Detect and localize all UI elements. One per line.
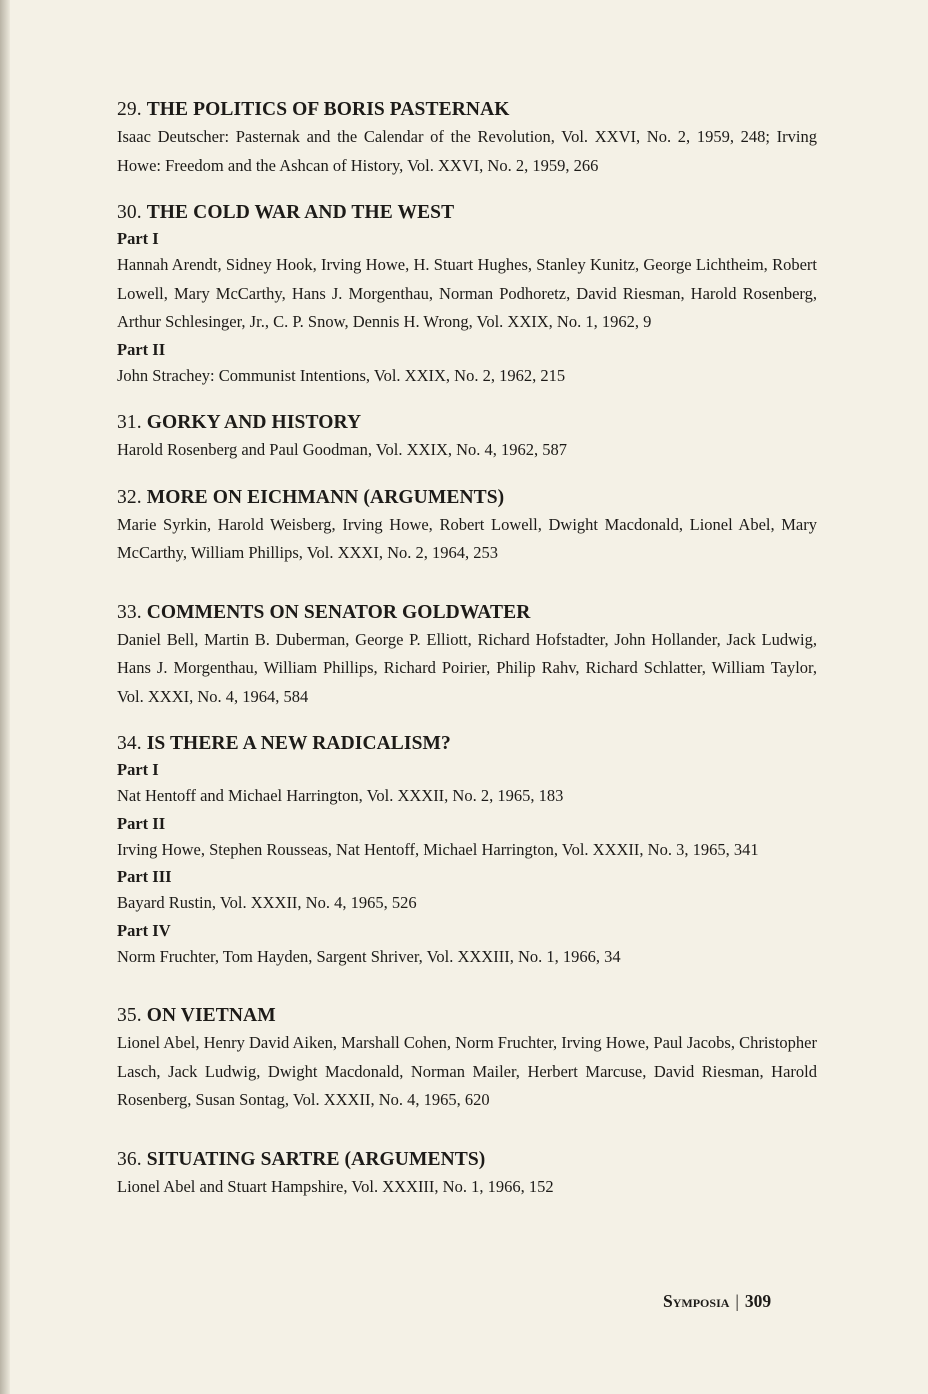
part-heading: Part III [117, 867, 172, 886]
entry-number: 34. [117, 733, 142, 754]
symposium-entry [117, 96, 817, 180]
entry-number: 32. [117, 486, 142, 508]
entry-number: 36. [117, 1148, 142, 1170]
entry-citation: Nat Hentoff and Michael Harrington, Vol. XXXII, No. 2, 1965, 183 [117, 786, 564, 805]
part-heading: Part I [117, 229, 159, 248]
entry-number: 31. [117, 412, 142, 433]
entry-title [117, 484, 817, 511]
part-heading: Part II [117, 813, 166, 833]
entry-title [117, 599, 817, 626]
page-footer [663, 1291, 771, 1312]
entry-number: 30. [117, 202, 142, 223]
entry-title-text: MORE ON EICHMANN (ARGUMENTS) [146, 486, 505, 508]
symposium-entry [117, 484, 817, 568]
entry-title [117, 409, 817, 436]
entry-citation: John Strachey: Communist Intentions, Vol. XXIX, No. 2, 1962, 215 [117, 365, 566, 385]
entry-citation: Lionel Abel, Henry David Aiken, Marshall Cohen, Norm Fruchter, Irving Howe, Paul Jacobs, Christopher Lasch, Jack Ludwig, Dwight Macdonald, Norman Mailer, Herbert Marcuse, David Riesman, Harold Rosenberg, Susan Sontag, Vol. XXXII, No. 4, 1965, 620 [117, 1033, 818, 1109]
entry-title [117, 199, 817, 226]
entry-title-text: GORKY AND HISTORY [146, 412, 362, 433]
symposium-entry [117, 1146, 817, 1202]
entry-citation: Irving Howe, Stephen Rousseas, Nat Hentoff, Michael Harrington, Vol. XXXII, No. 3, 1965, 341 [117, 839, 759, 859]
entry-citation: Norm Fruchter, Tom Hayden, Sargent Shriver, Vol. XXXIII, No. 1, 1966, 34 [117, 946, 621, 966]
entry-citation: Marie Syrkin, Harold Weisberg, Irving Howe, Robert Lowell, Dwight Macdonald, Lionel Abel, Mary McCarthy, William Phillips, Vol. XXXI, No. 2, 1964, 253 [117, 514, 817, 562]
entry-citation: Hannah Arendt, Sidney Hook, Irving Howe, H. Stuart Hughes, Stanley Kunitz, George Lichtheim, Robert Lowell, Mary McCarthy, Hans J. Morgenthau, Norman Podhoretz, David Riesman, Harold Rosenberg, Arthur Schlesinger, Jr., C. P. Snow, Dennis H. Wrong, Vol. XXIX, No. 1, 1962, 9 [117, 255, 817, 331]
entry-citation: Isaac Deutscher: Pasternak and the Calendar of the Revolution, Vol. XXVI, No. 2, 1959, 248; Irving Howe: Freedom and the Ashcan of History, Vol. XXVI, No. 2, 1959, 266 [117, 127, 817, 175]
symposia-list [117, 96, 817, 1232]
symposium-entry [117, 730, 817, 971]
footer-separator: | [735, 1291, 739, 1311]
symposium-entry [117, 409, 817, 465]
entry-citation: Harold Rosenberg and Paul Goodman, Vol. XXIX, No. 4, 1962, 587 [117, 440, 568, 459]
entry-title [117, 1146, 817, 1173]
symposium-entry [117, 199, 817, 390]
entry-citation: Lionel Abel and Stuart Hampshire, Vol. XXXIII, No. 1, 1966, 152 [117, 1176, 554, 1196]
entry-title-text: IS THERE A NEW RADICALISM? [146, 733, 451, 754]
entry-title-text: SITUATING SARTRE (ARGUMENTS) [146, 1148, 486, 1170]
entry-title-text: COMMENTS ON SENATOR GOLDWATER [146, 601, 531, 623]
symposium-entry [117, 1002, 817, 1115]
entry-title-text: THE POLITICS OF BORIS PASTERNAK [146, 99, 510, 120]
part-heading: Part I [117, 760, 159, 779]
page-number: 309 [744, 1291, 772, 1311]
part-heading: Part II [117, 339, 166, 359]
entry-title-text: THE COLD WAR AND THE WEST [146, 202, 455, 223]
entry-citation: Bayard Rustin, Vol. XXXII, No. 4, 1965, 526 [117, 893, 417, 912]
entry-title-text: ON VIETNAM [146, 1005, 276, 1026]
entry-number: 35. [117, 1005, 142, 1026]
entry-citation: Daniel Bell, Martin B. Duberman, George P. Elliott, Richard Hofstadter, John Hollander, Jack Ludwig, Hans J. Morgenthau, William Phillips, Richard Poirier, Philip Rahv, Richard Schlatter, William Taylor, Vol. XXXI, No. 4, 1964, 584 [117, 629, 817, 706]
page-edge-shadow [0, 0, 10, 1394]
running-head: Symposia [663, 1291, 730, 1311]
entry-number: 29. [117, 99, 142, 120]
part-heading: Part IV [117, 920, 171, 940]
entry-title [117, 1002, 817, 1029]
symposium-entry [117, 599, 817, 712]
entry-title [117, 730, 817, 757]
entry-number: 33. [117, 601, 142, 623]
entry-title [117, 96, 817, 123]
